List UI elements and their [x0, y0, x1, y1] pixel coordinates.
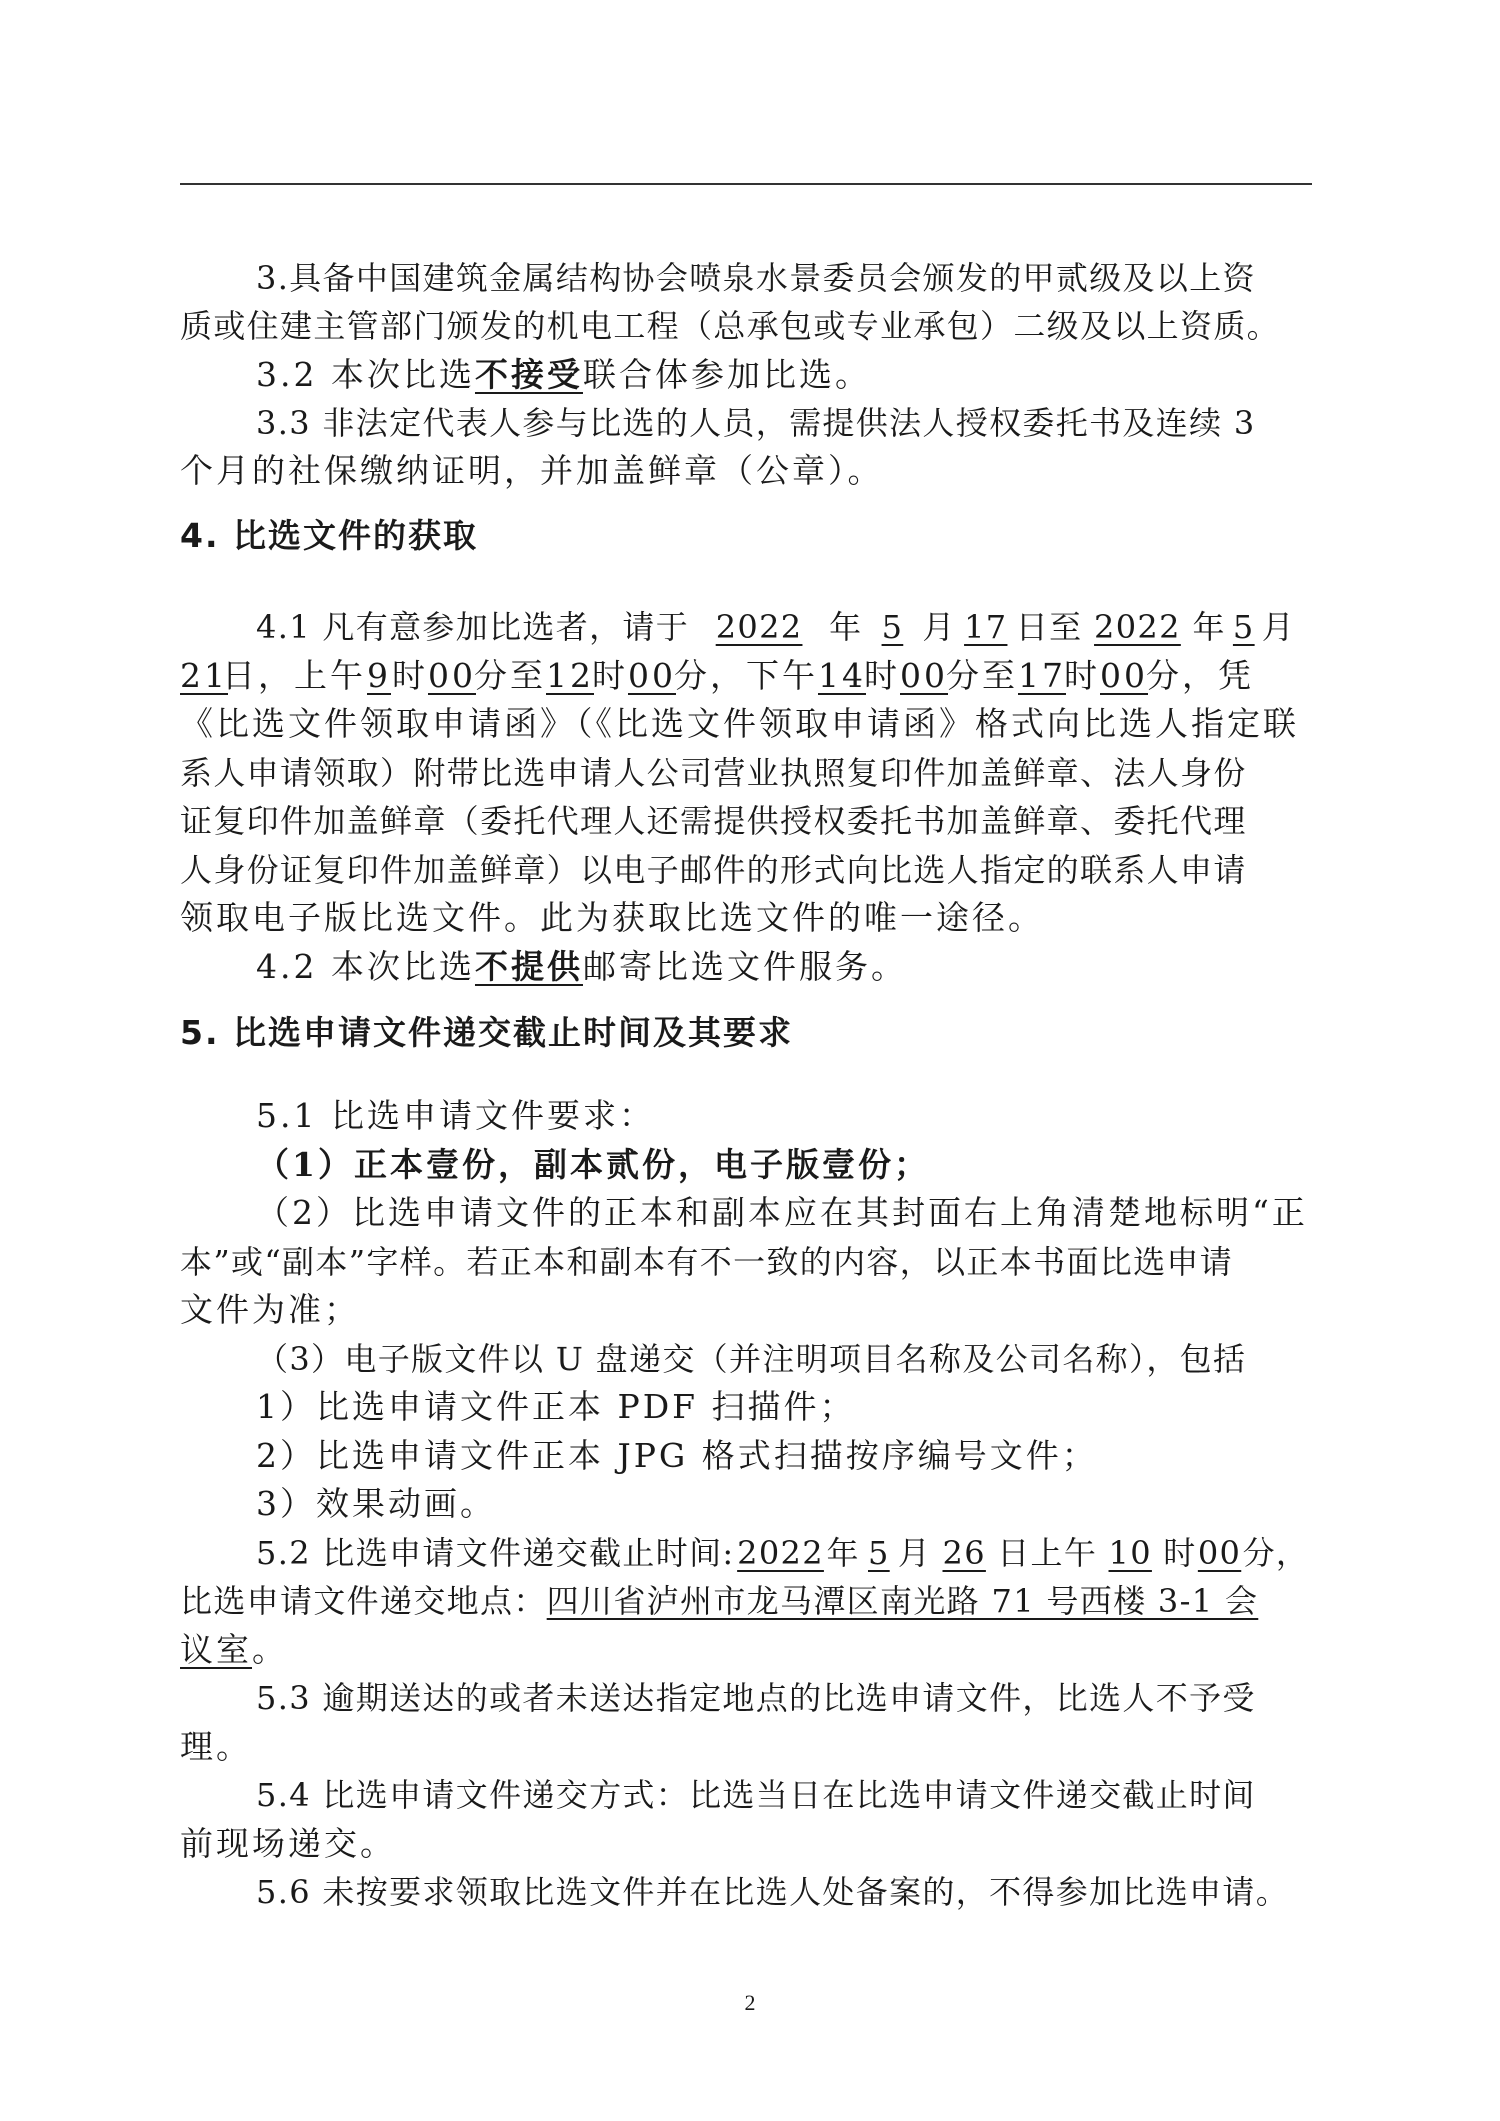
page-number: 2 [744, 1990, 756, 2015]
para-3-2: 3.2 本次比选不接受联合体参加比选。 [256, 355, 871, 394]
para-4-1-line-5: 证复印件加盖鲜章（委托代理人还需提供授权委托书加盖鲜章、委托代理 [180, 802, 1247, 840]
para-3-line-2: 质或住建主管部门颁发的机电工程（总承包或专业承包）二级及以上资质。 [180, 307, 1281, 345]
para-3-3-line-1: 3.3 非法定代表人参与比选的人员，需提供法人授权委托书及连续 3 [256, 404, 1256, 442]
para-5-3-line-2: 理。 [180, 1727, 252, 1766]
para-5-3-line-1: 5.3 逾期送达的或者未送达指定地点的比选申请文件，比选人不予受 [256, 1679, 1256, 1717]
para-3-line-1: 3.具备中国建筑金属结构协会喷泉水景委员会颁发的甲贰级及以上资 [256, 259, 1256, 297]
item-5-1-2-line-3: 文件为准； [180, 1290, 360, 1329]
item-5-1-2-line-1: （2）比选申请文件的正本和副本应在其封面右上角清楚地标明“正 [256, 1193, 1308, 1232]
para-4-1-line-1: 4.1 凡有意参加比选者，请于 2022 年 5 月 17 日至 2022 年 5 月 [256, 608, 1296, 646]
para-5-1: 5.1 比选申请文件要求： [256, 1096, 655, 1135]
item-5-1-2-line-2: 本”或“副本”字样。若正本和副本有不一致的内容，以正本书面比选申请 [180, 1243, 1234, 1281]
para-5-6: 5.6 未按要求领取比选文件并在比选人处备案的，不得参加比选申请。 [256, 1873, 1290, 1911]
heading-4: 4. 比选文件的获取 [180, 516, 478, 555]
not-accepted-text: 不接受 [474, 355, 583, 394]
item-5-1-1: （1）正本壹份，副本贰份，电子版壹份； [256, 1145, 930, 1184]
heading-5: 5. 比选申请文件递交截止时间及其要求 [180, 1013, 793, 1052]
para-5-4-line-2: 前现场递交。 [180, 1824, 396, 1863]
para-4-2: 4.2 本次比选不提供邮寄比选文件服务。 [256, 947, 907, 986]
para-4-1-line-7: 领取电子版比选文件。此为获取比选文件的唯一途径。 [180, 898, 1044, 937]
para-3-3-line-2: 个月的社保缴纳证明，并加盖鲜章（公章）。 [180, 451, 884, 490]
item-5-1-3: （3）电子版文件以 U 盘递交（并注明项目名称及公司名称），包括 [256, 1340, 1247, 1378]
para-5-4-line-1: 5.4 比选申请文件递交方式：比选当日在比选申请文件递交截止时间 [256, 1776, 1256, 1814]
subitem-3: 3）效果动画。 [256, 1484, 496, 1523]
para-4-1-line-3: 《比选文件领取申请函》（《比选文件领取申请函》格式向比选人指定联 [180, 704, 1299, 743]
para-5-2-line-1: 5.2 比选申请文件递交截止时间:2022年 5 月 26 日上午 10 时00分， [256, 1534, 1310, 1572]
para-4-1-line-4: 系人申请领取）附带比选申请人公司营业执照复印件加盖鲜章、法人身份 [180, 754, 1247, 792]
subitem-2: 2）比选申请文件正本 JPG 格式扫描按序编号文件； [256, 1436, 1098, 1475]
header-rule [180, 183, 1312, 185]
submission-address: 四川省泸州市龙马潭区南光路 71 号西楼 3-1 会 [546, 1582, 1259, 1620]
para-4-1-line-6: 人身份证复印件加盖鲜章）以电子邮件的形式向比选人指定的联系人申请 [180, 851, 1247, 889]
not-provided-text: 不提供 [474, 947, 583, 986]
para-5-2-line-3: 议室。 [180, 1630, 288, 1669]
para-5-2-line-2: 比选申请文件递交地点：四川省泸州市龙马潭区南光路 71 号西楼 3-1 会 [180, 1582, 1259, 1620]
subitem-1: 1）比选申请文件正本 PDF 扫描件； [256, 1387, 856, 1426]
para-4-1-line-2: 21日，上午9时00分至12时00分，下午14时00分至17时00分，凭 [180, 656, 1254, 695]
